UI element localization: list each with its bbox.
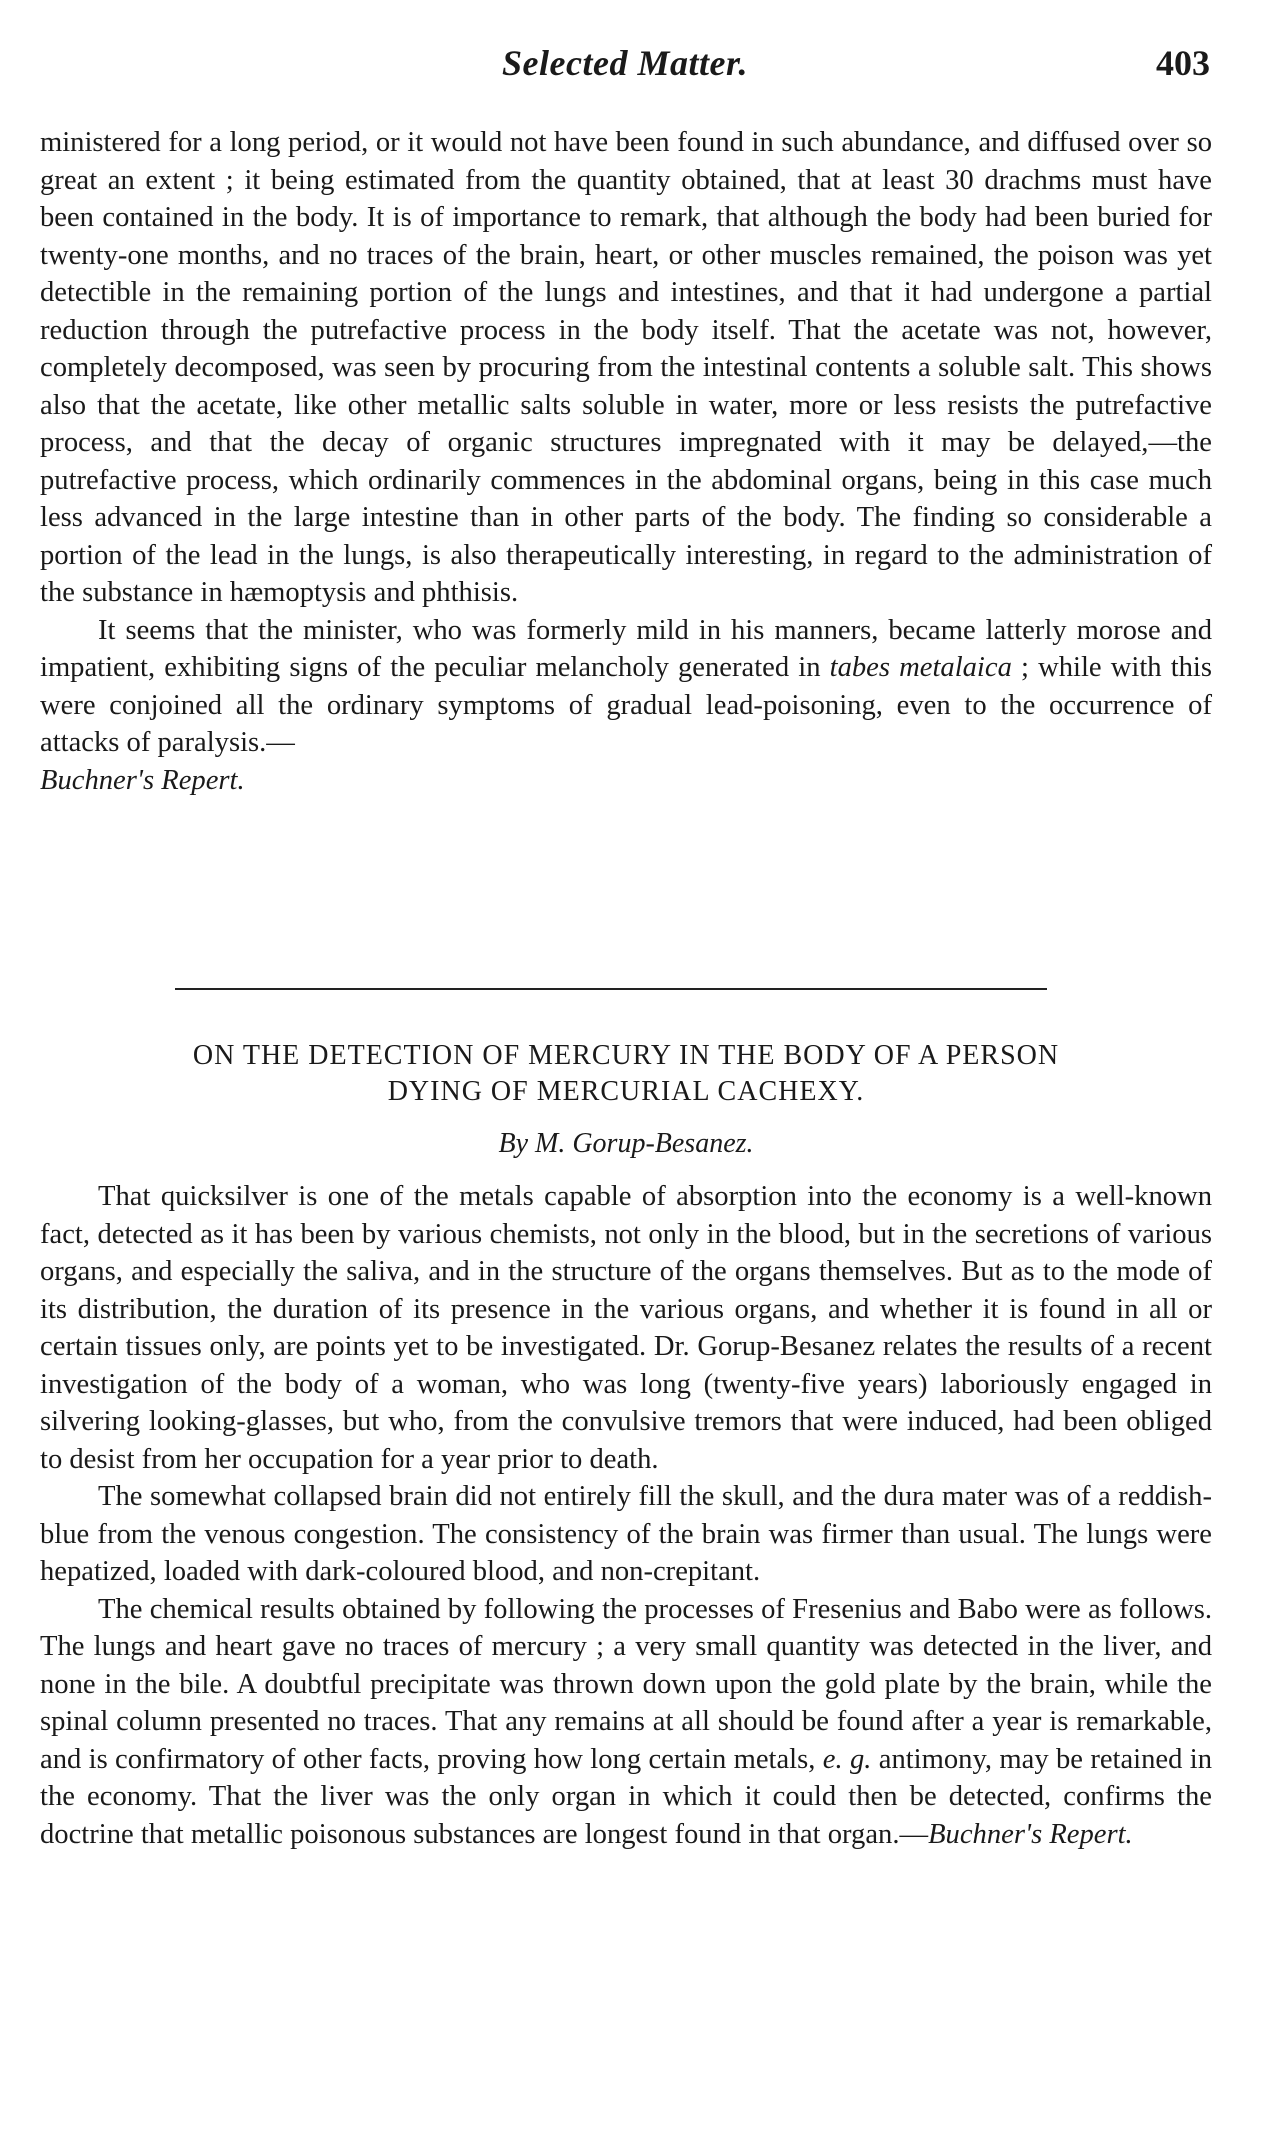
article-byline: By M. Gorup-Besanez. <box>498 1128 754 1159</box>
article-title-line: ON THE DETECTION OF MERCURY IN THE BODY OF A PERSON <box>192 1040 1060 1071</box>
paragraph: That quicksilver is one of the metals capable of absorption into the economy is a well-known fact, detected as it has been by various chemists, not only in the blood, but in the secretions of various organs, and especially the saliva, and in the structure of the organs themselves. But as to the mode of its distribution, the duration of its presence in the various organs, and whether it is found in all or certain tissues only, are points yet to be investigated. Dr. Gorup-Besanez relates the results of a recent investigation of the body of a woman, who was long (twenty-five years) laboriously engaged in silvering looking-glasses, but who, from the convulsive tremors that were induced, had been obliged to desist from her occupation for a year prior to death. <box>40 1181 1212 1475</box>
running-title: Selected Matter. <box>502 43 748 83</box>
paragraph-text: ; while with this were conjoined all the ordinary symptoms of gradual lead-poisoning, even to the occurrence of attacks of paralysis.— <box>40 652 1213 758</box>
section-divider <box>175 988 1047 990</box>
article-title-line: DYING OF MERCURIAL CACHEXY. <box>387 1076 865 1107</box>
paragraph <box>40 612 1212 762</box>
page-number: 403 <box>1156 43 1210 83</box>
paragraph: The somewhat collapsed brain did not entirely fill the skull, and the dura mater was of a reddish-blue from the venous congestion. The consistency of the brain was firmer than usual. The lungs were hepatized, loaded with dark-coloured blood, and non-crepitant. <box>40 1481 1212 1587</box>
article-title <box>40 1038 1212 1110</box>
source-citation: Buchner's Repert. <box>40 764 245 796</box>
paragraph-text: It seems that the minister, who was formerly mild in his manners, became latterly morose and impatient, exhibiting signs of the peculiar melancholy generated in <box>40 614 1212 683</box>
italic-abbreviation: e. g. <box>822 1743 872 1775</box>
paragraph: ministered for a long period, or it would not have been found in such abundance, and diffused over so great an extent ; it being estimated from the quantity obtained, that at least 30 drachms must have been contained in the body. It is of importance to remark, that although the body had been buried for twenty-one months, and no traces of the brain, heart, or other muscles remained, the poison was yet detectible in the remaining portion of the lungs and intestines, and that it had undergone a partial reduction through the putrefactive process in the body itself. That the acetate was not, however, completely decomposed, was seen by procuring from the intestinal contents a soluble salt. This shows also that the acetate, like other metallic salts soluble in water, more or less resists the putrefactive process, and that the decay of organic structures impregnated with it may be delayed,—the putrefactive process, which ordinarily commences in the abdominal organs, being in this case much less advanced in the large intestine than in other parts of the body. The finding so considerable a portion of the lead in the lungs, is also therapeutically interesting, in regard to the administration of the substance in hæmoptysis and phthisis. <box>40 127 1212 608</box>
previous-article-continuation <box>40 124 1212 799</box>
article-body <box>40 1178 1212 1853</box>
paragraph-text: antimony, may be retained in the economy. That the liver was the only organ in which it could then be detected, confirms the doctrine that metallic poisonous substances are longest found in that organ.— <box>40 1743 1212 1850</box>
paragraph <box>40 1591 1212 1854</box>
source-citation-rest: 's Repert. <box>1024 1818 1133 1850</box>
source-citation-name: Buchner <box>928 1818 1025 1850</box>
italic-term: tabes metalaica <box>829 652 1012 683</box>
paragraph-text: The chemical results obtained by following the processes of Fresenius and Babo were as follows. The lungs and heart gave no traces of mercury ; a very small quantity was detected in the liver, and none in the bile. A doubtful precipitate was thrown down upon the gold plate by the brain, while the spinal column presented no traces. That any remains at all should be found after a year is remarkable, and is confirmatory of other facts, proving how long certain metals, <box>40 1593 1212 1775</box>
running-head <box>40 42 1210 92</box>
